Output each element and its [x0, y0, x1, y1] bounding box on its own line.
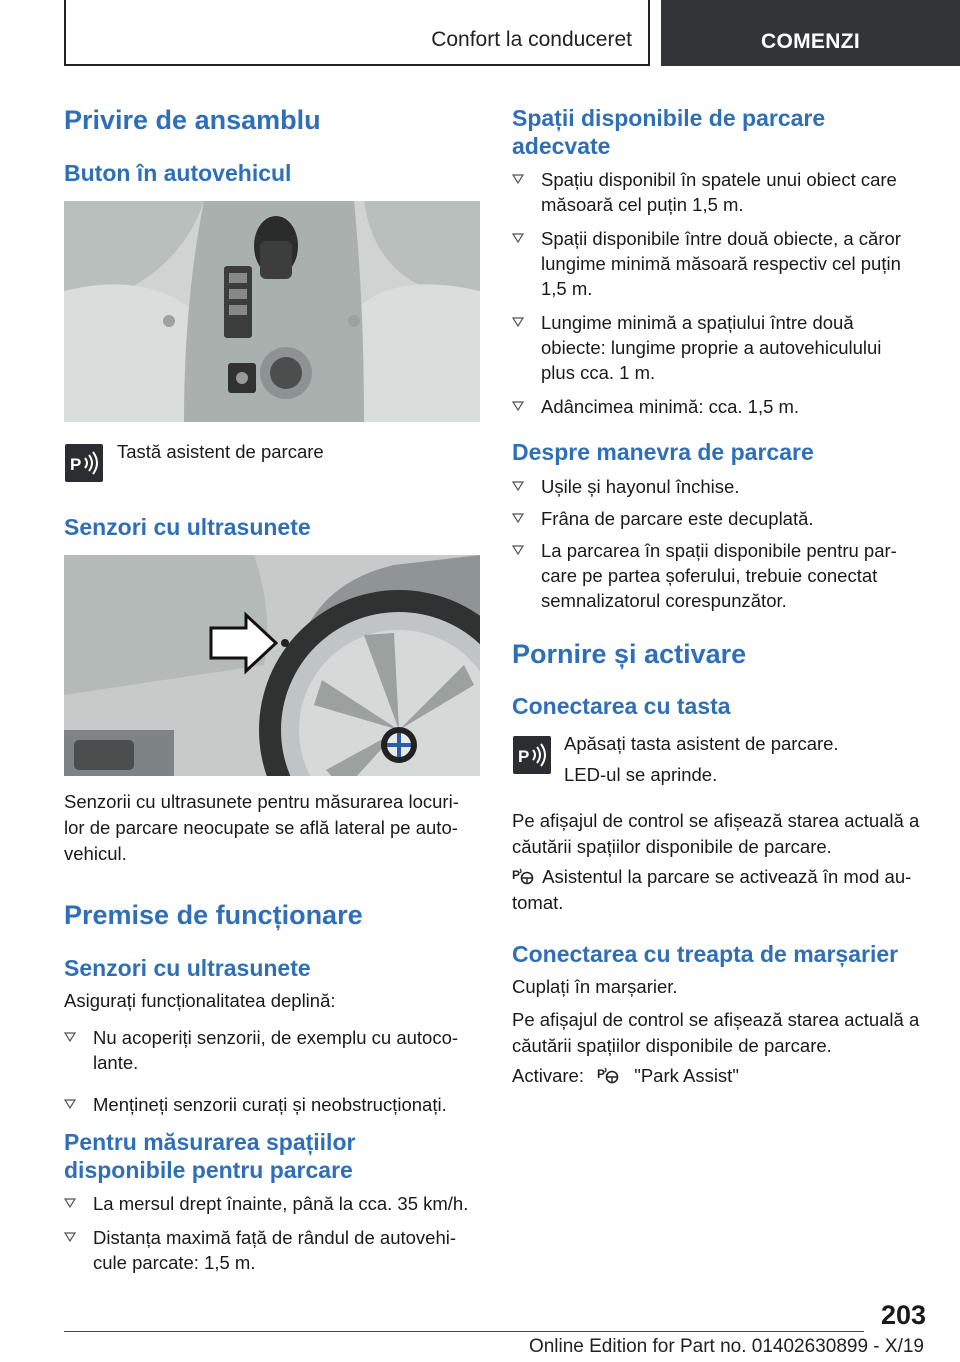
- bullet-list-maneuver: [512, 474, 932, 613]
- press-text: Apăsați tasta asistent de parcare.: [564, 733, 839, 754]
- activation-label: Activare:: [512, 1065, 584, 1086]
- triangle-bullet-icon: [512, 481, 524, 491]
- triangle-bullet-icon: [64, 1198, 76, 1208]
- park-assist-display-icon: [597, 1065, 623, 1085]
- led-text: LED-ul se aprinde.: [564, 764, 718, 785]
- triangle-bullet-icon: [512, 317, 524, 327]
- page-number: 203: [880, 1300, 926, 1330]
- park-assist-key-icon: [65, 444, 103, 482]
- heading-sensors: Senzori cu ultrasunete: [64, 514, 311, 540]
- activation-line: [512, 1063, 739, 1089]
- text-line: lor de parcare neocupate se află lateral pe auto-: [64, 817, 458, 838]
- list-item: Distanța maximă față de rândul de autovehi- cule parcate: 1,5 m.: [64, 1225, 484, 1275]
- heading-key: Conectarea cu tasta: [512, 693, 731, 719]
- list-item: Mențineți senzorii curați și neobstrucționați.: [64, 1092, 484, 1117]
- park-assist-display-icon: [512, 866, 538, 886]
- heading-premises: Premise de funcționare: [64, 900, 363, 930]
- triangle-bullet-icon: [64, 1232, 76, 1242]
- engage-text: Cuplați în marșarier.: [512, 976, 678, 997]
- list-item: Adâncimea minimă: cca. 1,5 m.: [512, 394, 932, 419]
- list-item: Lungime minimă a spațiului între două obiecte: lungime proprie a autovehiculului plus cca. 1 m.: [512, 310, 932, 385]
- heading-button: Buton în autovehicul: [64, 160, 292, 186]
- activation-value: "Park Assist": [634, 1065, 739, 1086]
- text-line: Senzorii cu ultrasunete pentru măsurarea locuri-: [64, 791, 459, 812]
- park-assist-key-icon: [513, 736, 551, 774]
- heading-maneuver: Despre manevra de parcare: [512, 439, 814, 465]
- edition-text: Online Edition for Part no. 01402630899 - X/19: [528, 1336, 924, 1357]
- section-title: Confort la conduceret: [431, 28, 632, 51]
- auto-activate-text: P Asistentul la parcare se activează în mod au- tomat.: [512, 866, 912, 913]
- list-item: Spații disponibile între două obiecte, a căror lungime minimă măsoară respectiv cel puțin 1,5 m.: [512, 226, 932, 301]
- footer-divider: [64, 1331, 864, 1332]
- chapter-tab-label: COMENZI: [761, 30, 860, 53]
- sensors-description: [64, 789, 484, 867]
- sensor-location-photo: [64, 555, 480, 776]
- bullet-list-measure: [64, 1191, 484, 1275]
- triangle-bullet-icon: [512, 545, 524, 555]
- display-text-2: Pe afișajul de control se afișează starea actuală a căutării spațiilor disponibile de parcare.: [512, 1009, 920, 1056]
- heading-measure: Pentru măsurarea spațiilor disponibile pentru parcare: [64, 1129, 356, 1183]
- list-item: Ușile și hayonul închise.: [512, 474, 932, 499]
- triangle-bullet-icon: [512, 513, 524, 523]
- heading-spaces: Spații disponibile de parcare adecvate: [512, 105, 826, 159]
- chapter-tab: [661, 0, 960, 66]
- bullet-list-sensors: [64, 1025, 484, 1117]
- key-caption: Tastă asistent de parcare: [117, 441, 324, 462]
- triangle-bullet-icon: [64, 1099, 76, 1109]
- text-line: vehicul.: [64, 843, 127, 864]
- svg-text:P: P: [597, 1067, 606, 1081]
- list-item: La mersul drept înainte, până la cca. 35 km/h.: [64, 1191, 484, 1216]
- bullet-list-spaces: [512, 167, 932, 419]
- svg-text:P: P: [518, 747, 530, 766]
- center-console-photo: [64, 201, 480, 422]
- heading-sensors-2: Senzori cu ultrasunete: [64, 955, 311, 981]
- triangle-bullet-icon: [64, 1032, 76, 1042]
- list-item: Spațiu disponibil în spatele unui obiect care măsoară cel puțin 1,5 m.: [512, 167, 932, 217]
- triangle-bullet-icon: [512, 174, 524, 184]
- triangle-bullet-icon: [512, 401, 524, 411]
- display-text-1: Pe afișajul de control se afișează starea actuală a căutării spațiilor disponibile de parcare.: [512, 810, 920, 857]
- heading-overview: Privire de ansamblu: [64, 105, 321, 135]
- header-frame: [64, 0, 650, 66]
- heading-reverse: Conectarea cu treapta de marșarier: [512, 941, 899, 967]
- heading-start: Pornire și activare: [512, 639, 747, 669]
- list-item: Frâna de parcare este decuplată.: [512, 506, 932, 531]
- svg-text:P: P: [70, 455, 82, 474]
- list-item: La parcarea în spații disponibile pentru par- care pe partea șoferului, trebuie conectat semnalizatorul corespunzător.: [512, 538, 932, 613]
- list-item: Nu acoperiți senzorii, de exemplu cu autoco- lante.: [64, 1025, 484, 1075]
- svg-text:P: P: [512, 868, 521, 882]
- ensure-text: Asigurați funcționalitatea deplină:: [64, 990, 336, 1011]
- triangle-bullet-icon: [512, 233, 524, 243]
